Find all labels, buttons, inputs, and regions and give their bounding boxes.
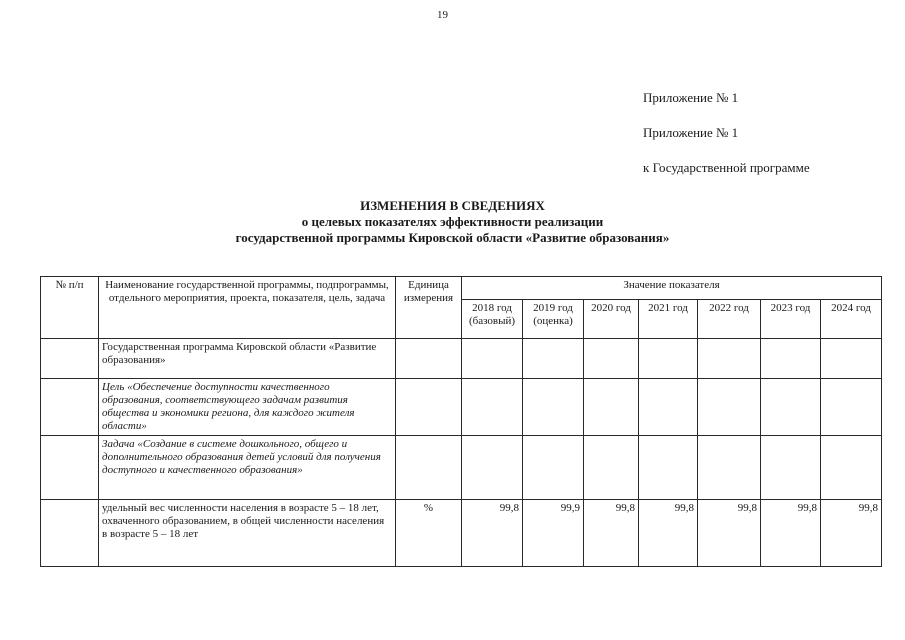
header-year-2020: 2020 год — [584, 300, 639, 339]
indicators-table — [40, 276, 882, 567]
header-year-2019: 2019 год (оценка) — [523, 300, 584, 339]
row-value-2019 — [523, 436, 584, 500]
page-number: 19 — [437, 9, 448, 21]
row-value-2019: 99,9 — [523, 500, 584, 567]
row-unit — [396, 339, 462, 379]
table-row — [41, 379, 882, 436]
row-value-2021 — [639, 339, 698, 379]
header-name: Наименование государственной программы, подпрограммы, отдельного мероприятия, проекта, показателя, цель, задача — [99, 277, 396, 339]
row-unit: % — [396, 500, 462, 567]
document-subtitle-2: государственной программы Кировской области «Развитие образования» — [235, 230, 670, 245]
header-year-2021: 2021 год — [639, 300, 698, 339]
annex-reference: к Государственной программе — [643, 160, 810, 175]
row-value-2024 — [821, 339, 882, 379]
header-year-2018: 2018 год (базовый) — [462, 300, 523, 339]
row-num — [41, 339, 99, 379]
header-unit: Единица измерения — [396, 277, 462, 339]
row-value-2022 — [698, 339, 761, 379]
row-value-2024: 99,8 — [821, 500, 882, 567]
annex-label-2: Приложение № 1 — [643, 125, 739, 140]
document-title: ИЗМЕНЕНИЯ В СВЕДЕНИЯХ — [360, 198, 545, 213]
header-num: № п/п — [41, 277, 99, 339]
row-num — [41, 436, 99, 500]
row-value-2022 — [698, 379, 761, 436]
row-value-2022 — [698, 436, 761, 500]
row-value-2022: 99,8 — [698, 500, 761, 567]
row-value-2018 — [462, 379, 523, 436]
row-unit — [396, 379, 462, 436]
header-year-2022: 2022 год — [698, 300, 761, 339]
row-value-2020: 99,8 — [584, 500, 639, 567]
row-value-2019 — [523, 339, 584, 379]
row-value-2020 — [584, 339, 639, 379]
row-value-2023 — [761, 339, 821, 379]
annex-label-1: Приложение № 1 — [643, 90, 739, 105]
row-value-2019 — [523, 379, 584, 436]
row-num — [41, 379, 99, 436]
row-name: Цель «Обеспечение доступности качественного образования, соответствующего задачам развития общества и экономики региона, для каждого жителя области» — [99, 379, 396, 436]
document-subtitle-1: о целевых показателях эффективности реализации — [301, 214, 604, 229]
row-value-2024 — [821, 436, 882, 500]
row-value-2021: 99,8 — [639, 500, 698, 567]
row-num — [41, 500, 99, 567]
row-value-2018 — [462, 339, 523, 379]
table-header-row — [41, 277, 882, 300]
row-value-2023: 99,8 — [761, 500, 821, 567]
row-value-2023 — [761, 436, 821, 500]
row-value-2023 — [761, 379, 821, 436]
row-name: Задача «Создание в системе дошкольного, общего и дополнительного образования детей условий для получения доступного и качественного образования» — [99, 436, 396, 500]
header-year-2023: 2023 год — [761, 300, 821, 339]
row-value-2018: 99,8 — [462, 500, 523, 567]
row-value-2024 — [821, 379, 882, 436]
row-value-2021 — [639, 436, 698, 500]
table-row — [41, 436, 882, 500]
header-year-2024: 2024 год — [821, 300, 882, 339]
row-name: Государственная программа Кировской области «Развитие образования» — [99, 339, 396, 379]
table-row — [41, 339, 882, 379]
row-value-2021 — [639, 379, 698, 436]
row-unit — [396, 436, 462, 500]
row-value-2020 — [584, 379, 639, 436]
row-value-2018 — [462, 436, 523, 500]
header-value-group: Значение показателя — [462, 277, 882, 300]
row-value-2020 — [584, 436, 639, 500]
row-name: удельный вес численности населения в возрасте 5 – 18 лет, охваченного образованием, в общей численности населения в возрасте 5 – 18 лет — [99, 500, 396, 567]
table-row — [41, 500, 882, 567]
